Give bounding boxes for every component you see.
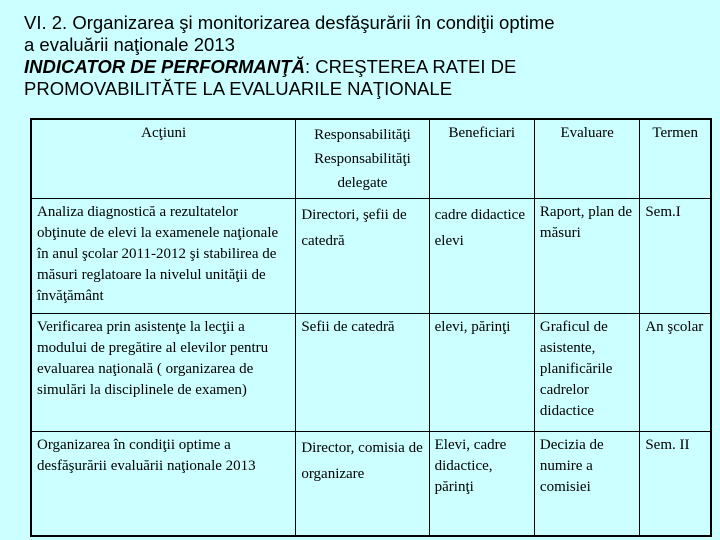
title-line-2: a evaluării naţionale 2013	[24, 34, 235, 55]
cell-responsible: Director, comisia de organizare	[296, 432, 429, 536]
header-deadline: Termen	[640, 119, 711, 199]
header-beneficiaries: Beneficiari	[429, 119, 534, 199]
header-delegated-label: Responsabilităţi delegate	[314, 151, 411, 191]
header-actions: Acţiuni	[31, 119, 296, 199]
actions-table	[30, 118, 712, 537]
cell-evaluation: Raport, plan de măsuri	[534, 199, 639, 314]
cell-beneficiaries: cadre didactice elevi	[429, 199, 534, 314]
header-responsibilities-label: Responsabilităţi	[314, 127, 411, 143]
cell-deadline: Sem.I	[640, 199, 711, 314]
cell-action: Verificarea prin asistenţe la lecţii a modului de pregătire al elevilor pentru evaluarea naţională ( organizarea de simulări la disciplinele de examen)	[31, 314, 296, 432]
cell-beneficiaries: elevi, părinţi	[429, 314, 534, 432]
cell-beneficiaries: Elevi, cadre didactice, părinţi	[429, 432, 534, 536]
table-header-row	[31, 119, 711, 199]
cell-deadline: Sem. II	[640, 432, 711, 536]
cell-action: Analiza diagnostică a rezultatelor obţinute de elevi la examenele naţionale în anul şcolar 2011-2012 şi stabilirea de măsuri reglatoare la nivelul unităţii de învăţământ	[31, 199, 296, 314]
page-title	[24, 12, 714, 100]
table-row	[31, 432, 711, 536]
cell-responsible: Directori, şefii de catedră	[296, 199, 429, 314]
indicator-line	[24, 56, 714, 78]
cell-deadline: An şcolar	[640, 314, 711, 432]
cell-evaluation: Decizia de numire a comisiei	[534, 432, 639, 536]
table-row	[31, 199, 711, 314]
indicator-text: : CREŞTEREA RATEI DE	[304, 56, 517, 77]
title-line-1: VI. 2. Organizarea şi monitorizarea desfăşurării în condiţii optime	[24, 12, 555, 33]
title-line-4: PROMOVABILITĂTE LA EVALUARILE NAŢIONALE	[24, 78, 453, 99]
table-row	[31, 314, 711, 432]
cell-responsible: Sefii de catedră	[296, 314, 429, 432]
header-responsibilities	[296, 119, 429, 199]
cell-action: Organizarea în condiţii optime a desfăşurării evaluării naţionale 2013	[31, 432, 296, 536]
cell-evaluation: Graficul de asistente, planificările cadrelor didactice	[534, 314, 639, 432]
indicator-label: INDICATOR DE PERFORMANŢĂ	[24, 56, 305, 77]
header-evaluation: Evaluare	[534, 119, 639, 199]
